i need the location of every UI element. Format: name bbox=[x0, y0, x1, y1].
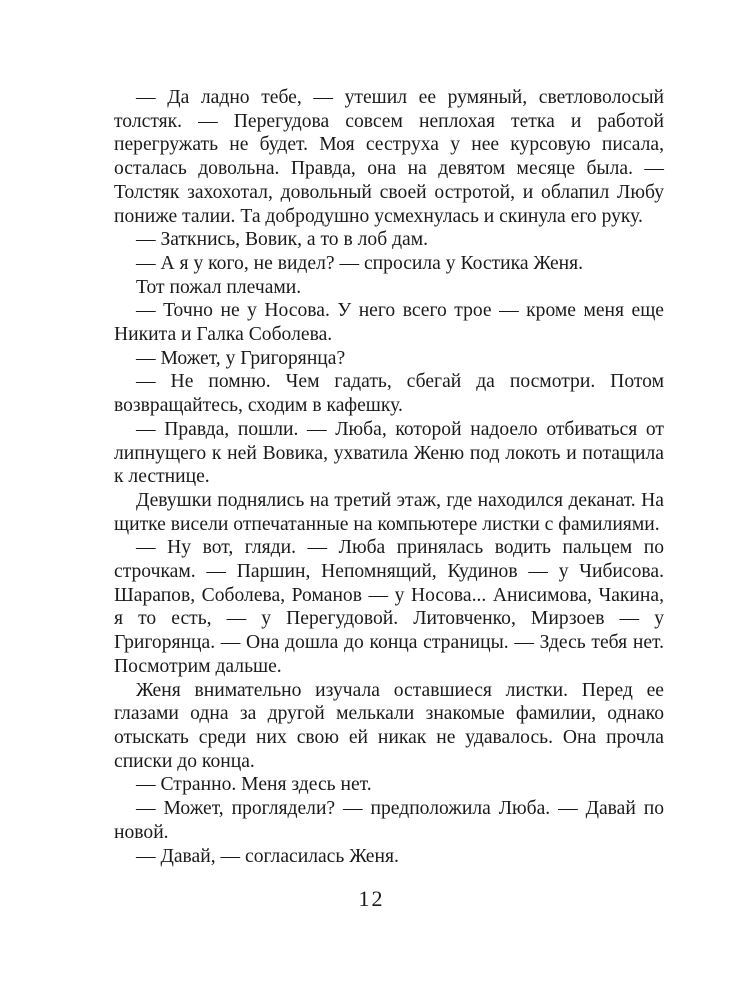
paragraph: — Точно не у Носова. У него всего трое — кроме меня еще Никита и Галка Соболева. bbox=[114, 300, 664, 346]
paragraph: — Заткнись, Вовик, а то в лоб дам. bbox=[136, 229, 429, 251]
body-text bbox=[114, 86, 664, 868]
paragraph: — Да ладно тебе, — утешил ее румяный, светловолосый толстяк. — Перегудова совсем неплохая тетка и работой перегружать не будет. Моя сеструха у нее курсовую писала, осталась довольна. Правда, она на девятом месяце была. — Толстяк захохотал, довольный своей остротой, и облапил Любу пониже талии. Та добродушно усмехнулась и скинула его руку. bbox=[114, 87, 664, 227]
paragraph: — Может, у Григорянца? bbox=[136, 347, 346, 369]
paragraph: — Ну вот, гляди. — Люба принялась водить пальцем по строчкам. — Паршин, Непомнящий, Кудинов — у Чибисова. Шарапов, Соболева, Романов — у Носова... Анисимова, Чакина, я то есть, — у Перегудовой. Литовченко, Мирзоев — у Григорянца. — Она дошла до конца страницы. — Здесь тебя нет. Посмотрим дальше. bbox=[114, 537, 664, 677]
page-number: 12 bbox=[358, 886, 385, 911]
paragraph: — Давай, — согласилась Женя. bbox=[136, 845, 399, 867]
paragraph: Женя внимательно изучала оставшиеся листки. Перед ее глазами одна за другой мелькали знакомые фамилии, однако отыскать среди них свою ей никак не удавалось. Она прочла списки до конца. bbox=[114, 679, 664, 772]
paragraph: — Странно. Меня здесь нет. bbox=[136, 774, 372, 796]
paragraph: — А я у кого, не видел? — спросила у Костика Женя. bbox=[136, 252, 584, 274]
paragraph: — Не помню. Чем гадать, сбегай да посмотри. Потом возвращайтесь, сходим в кафешку. bbox=[114, 371, 664, 417]
paragraph: — Правда, пошли. — Люба, которой надоело отбиваться от липнущего к ней Вовика, ухватила Женю под локоть и потащила к лестнице. bbox=[114, 418, 664, 488]
paragraph: — Может, проглядели? — предположила Люба. — Давай по новой. bbox=[114, 798, 664, 843]
paragraph: Тот пожал плечами. bbox=[136, 276, 302, 298]
paragraph: Девушки поднялись на третий этаж, где находился деканат. На щитке висели отпечатанные на компьютере листки с фамилиями. bbox=[114, 489, 664, 535]
